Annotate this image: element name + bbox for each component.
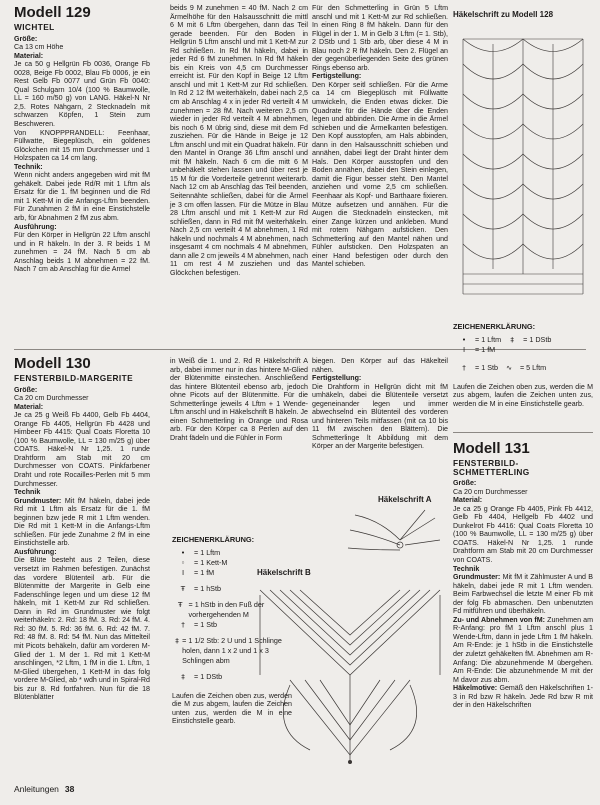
treble-symbol-icon: † xyxy=(181,619,185,629)
model-131-title: Modell 131 xyxy=(453,440,530,457)
label-zuab: Zu- und Abnehmen von fM: xyxy=(453,615,546,624)
legend-128-row: † = 1 Stb ∿ = 5 Lftm xyxy=(453,363,593,373)
haekelschrift-diagrams xyxy=(250,500,450,775)
model-130-subtitle: FENSTERBILD-MARGERITE xyxy=(14,373,134,383)
label-material-130: Material: xyxy=(14,402,44,411)
label-ausfuehrung: Ausführung: xyxy=(14,222,57,231)
label-groesse-130: Größe: xyxy=(14,385,38,394)
label-material: Material: xyxy=(14,51,44,60)
mid-legend-title: ZEICHENERKLÄRUNG: xyxy=(172,535,255,544)
label-technik-131: Technik xyxy=(453,564,480,573)
label-groesse: Größe: xyxy=(14,34,38,43)
page-number: 38 xyxy=(64,784,75,794)
double-treble-symbol-icon: ‡ xyxy=(181,671,185,681)
legend-128-note: Laufen die Zeichen oben zus, werden die M zus abgem, laufen die Zeichen unten zus, werden die M in eine Einstichstelle gearb. xyxy=(453,382,593,408)
chart-128-title: Häkelschrift zu Modell 128 xyxy=(453,10,554,19)
five-chain-symbol-icon: ∿ xyxy=(505,362,512,372)
column-1-bottom xyxy=(14,355,150,702)
column-1 xyxy=(14,4,150,274)
text-col2-top: beids 9 M zunehmen = 40 fM. Nach 2 cm Ärmelhöhe für den Halsausschnitt die mittl 6 M mit 6 Lftm übergehen, dann das Teil gerade beenden. Für den Boden in Hellgrün 5 Lftm anschl und mit 1 Kett-M zur Rd schließen. In Rd fM häkeln, dabei in jeder Rd 6 fM zunehmen. In Rd fM häkeln bis ein Kreis von 4,5 cm Durchmesser erreicht ist. Für den Kopf in Beige 12 Lftm anschl und mit 1 Kett-M zur Rd schließen. In Rd 2 12 fM weiterhäkeln, dabei nach 2,5 cm ab Anschlag 4 x in jeder Rd verteilt 4 M zunehmen = 28 fM. Nach weiteren 2,5 cm wieder in jeder Rd verteilt 4 M abnehmen, bis noch 6 M übrig sind, diese mit dem Fd zusziehen. Für die Hände in Beige je 12 Lftm anschl und mit ein Quadrat häkeln. Für den Mantel in Orange 36 Lftm anschl und mit fM häkeln. Nach 6 cm die mitt 6 M unbehäkelt stehen lassen und über rest je 15 M für die Vorderteile getrennt weiterarb. Nach 12 cm ab Anschlag das Teil beenden, Seitennähte schließen, dabei für die Ärmel je 3 cm offen lassen. Für die Mütze in Blau 28 Lftm anschl und mit 1 Kett-M zur Rd schließen, dann in Rd mit fM weiterhäkeln. Nach 2,5 cm verteilt 4 M abnehmen, 1 Rd häkeln und nochmals 4 M abnehmen, nach insgesamt 4 cm nochmals 4 M abnehmen, dann alle 2 cm jeweils 4 M abnehmen, nach 11 cm rest 4 M zusziehen und das Glöckchen befestigen. xyxy=(170,4,309,277)
mid-legend-row: • = 1 Lftm xyxy=(172,548,292,558)
label-technik-130: Technik xyxy=(14,488,41,497)
legend-128-row: I = 1 fM xyxy=(453,345,593,355)
column-3 xyxy=(312,4,448,269)
one-half-treble-symbol-icon: ‡ xyxy=(175,635,179,645)
label-haekelmotive: Häkelmotive: xyxy=(453,684,498,693)
single-crochet-symbol-icon: I xyxy=(181,567,185,577)
text-material-130: Je ca 25 g Weiß Fb 4400, Gelb Fb 4404, Orange Fb 4405, Hellgrün Fb 4428 und Himbeer Fb 4415: Qual Coats Floretta 10 (100 % Baumwolle, LL = 130 m/25 g) über COATS. Häkel-N Nr 1,25. 1 runde Drahtform am Stab mit 20 cm Durchmesser von COATS. Pinkfarbener Draht und rote Rocailles-Perlen mit 5 mm Durchmesser. xyxy=(14,411,150,488)
text-groesse-131: Ca 20 cm Durchmesser xyxy=(453,487,528,496)
mid-legend-row: ◦ = 1 Kett-M xyxy=(172,558,292,568)
model-130-title: Modell 130 xyxy=(14,355,91,372)
page-footer xyxy=(14,784,74,794)
text-fertigstellung: Den Körper seitl schließen. Für die Arme ca 14 cm Biegeplüsch mit Füllwatte umwickeln, die Enden etwas dicker. Die Quadrate für die Hände über die Enden legen und abbinden. Die Arme in die Ärmel schieben und die Ärmelkanten befestigen. Den Kopf ausstopfen, am Hals abbinden, dann in den Halsausschnitt schieben und annähen, dabei liegt der Draht hinter dem Hals. Den Körper ausstopfen und den Boden annähen, dabei den Stein einlegen, damit die Figur besser steht. Den Mantel anziehen und vorne 2,5 cm schließen. Feenhaar als Kopf- und Barthaare fixieren. Mütze aufsetzen und annähen. Für die Augen die Stecknadeln einstecken, mit einer Zange kürzen und ankleben. Mund mit rotem Nähgarn aufsticken. Den Schmetterling auf den Mantel nähen und Fühler aufsticken. Den Holzspaten an einer Hand befestigen oder durch den Mantel schieben. xyxy=(312,80,448,269)
label-technik: Technik: xyxy=(14,162,43,171)
chain-symbol-icon: • xyxy=(461,334,467,344)
chart-a-title: Häkelschrift A xyxy=(378,495,432,504)
text-ausfuehrung: Für den Körper in Hellgrün 22 Lftm anschl und in R häkeln. In der 3. R beids 1 M zunehmen = 24 fM. Nach 5 cm ab Anschlag beids 1 M abnehmen = 22 fM. Nach 7 cm ab Anschlag für die Armel xyxy=(14,231,150,274)
mid-legend-row: † = 1 Stb xyxy=(172,620,292,630)
column-2 xyxy=(170,4,308,278)
column-4-divider xyxy=(453,432,593,433)
chart-b-title: Häkelschrift B xyxy=(257,568,311,577)
column-3-bottom xyxy=(312,357,448,451)
model-131-subtitle: FENSTERBILD-SCHMETTERLING xyxy=(453,458,530,477)
text-material: Je ca 50 g Hellgrün Fb 0036, Orange Fb 0028, Beige Fb 0002, Blau Fb 0006, je ein Rest Gelb Fb 0077 und Grün Fb 0040: Qual Schulgarn 10/4 (100 % Baumwolle, LL = 160 m/50 g) von LANG. Häkel-N Nr 2,5. Rotes Nähgarn, 2 Stecknadeln mit schwarzen Köpfen, 1 Stein zum Beschweren. xyxy=(14,60,150,129)
slip-stitch-symbol-icon: ◦ xyxy=(180,557,186,567)
text-fertigstellung-130: Die Drahtform in Hellgrün dicht mit fM umhäkeln, dabei die Blütenteile versetzt gegeneinander legen und immer abwechselnd ein Blütenteil des vorderen und hinteren Teils mitfassen (mit ca 10 bis 11 fM zwischen den Blättern). Die Schmetterlinge lt Abbildung mit dem Körper an der Margerite befestigen. xyxy=(312,382,448,451)
mid-legend-note: Laufen die Zeichen oben zus, werden die M zus abgem, laufen die Zeichen unten zus, werden die M in eine Einstichstelle gearb. xyxy=(172,691,292,726)
text-grundmuster-131: Mit fM it Zählmuster A und B häkeln, dabei jede R mit 1 Lftm wenden. Beim Farbwechsel die letzte M einer Fb mit der folg Fb abmaschen. Den unbenutzten Fd mitführen und überhäkeln. xyxy=(453,573,593,616)
mid-legend-row: Ŧ = 1 hStb in den Fuß der vorhergehenden M xyxy=(172,600,292,620)
mid-legend-row: Ŧ = 1 hStb xyxy=(172,584,292,594)
text-zuab: Zunehmen am R-Anfang: pro fM 1 Lftm anschl plus 1 Wende-Lftm, dann in jede Lftm 1 fM häkeln. Am R-Ende: je 1 hStb in die Einstichstelle der zuletzt gehäkelten fM. Abnehmen am R-Anfang: Die abzunehmende M übergehen. Am R-Ende: Die abzunehmende M mit der M davor zus abm. xyxy=(453,615,593,684)
mid-legend-row: I = 1 fM xyxy=(172,568,292,578)
text-ausfuehrung-130: Die Blüte besteht aus 2 Teilen, diese versetzt im Rahmen befestigen. Zunächst das vordere Blütenteil arb. Für die Blütenmitte der Margerite in Gelb eine Fadenschlinge legen und um diese 12 fM häkeln, mit 1 Kett-M zur Rd schließen. Dann in Rd im Grundmuster wie folgt weiterhäkeln: 2. Rd: 18 fM. 3. Rd: 24 fM. 4. Rd: 30 fM. 5. Rd: 36 fM. 6. Rd: 42 fM. 7. Rd: 48 fM. 8. Rd: 54 fM. Nun das Mittelteil mit Picots behäkeln, dafür am vorderen M-Glied der 1. M der 1. Rd mit 1 Kett-M anschlingen, *2 Lftm, 1 fM in die 1. Lftm, 1 M-Glied übergehen, 1 Kett-M in das folg vordere M-Glied, ab * wdh und in Spiral-Rd bis zur 8. Rd fortfahren. Nun für die 18 Blütenblätter xyxy=(14,556,150,702)
chart-b-diagram xyxy=(260,590,440,760)
text-grundmuster-130: Mit fM häkeln, dabei jede Rd mit 1 Lftm als Ersatz für die 1. fM beginnen bzw jede R mit 1 Lftm wenden. Die Rd mit 1 Kett-M in die Anfangs-Lftm schließen. Für jede Zunahme 2 fM in eine Einstichstelle arb. xyxy=(14,496,150,548)
stb-symbol-icon: † xyxy=(462,362,466,372)
chain-symbol-icon: • xyxy=(180,547,186,557)
label-fertigstellung-130: Fertigstellung: xyxy=(312,374,362,383)
model-129-title: Modell 129 xyxy=(14,4,91,21)
text-material-131: Je ca 25 g Orange Fb 4405, Pink Fb 4412, Gelb Fb 4404, Hellgelb Fb 4402 und Dunkelrot Fb 4416: Qual Coats Floretta 10 (100 % Baumwolle, LL = 130 m/25 g) über COATS. Häkel-N Nr 1,25. 1 runde Drahtform am Stab mit 20 cm Durchmesser von COATS. xyxy=(453,504,593,565)
text-material-2: Von KNOPPPRANDELL: Feenhaar, Füllwatte, Biegeplüsch, ein goldenes Glöckchen mit 15 mm Durchmesser und 1 Holzspaten ca 14 cm lang. xyxy=(14,128,150,163)
text-col2-bottom: in Weiß die 1. und 2. Rd R Häkelschrift A arb, dabei immer nur in das hintere M-Glied der Blütenmitte einstechen. Anschließend das hintere Blütenteil ebenso arb, jedoch ohne Picots auf der Blütenmitte. Für die Schmetterlinge jeweils 4 Lftm + 1 Wende-Lftm anschl und in Häkelschrift B häkeln. Je einen Schmetterling in Orange und Rosa arb. Für den Körper ca 8 Perlen auf den Draht fädeln und die Fühler in Form xyxy=(170,357,308,442)
label-groesse-131: Größe: xyxy=(453,479,477,488)
dstb-symbol-icon: ‡ xyxy=(510,334,514,344)
footer-label: Anleitungen xyxy=(14,784,59,794)
fm-symbol-icon: I xyxy=(462,344,466,354)
text-technik: Wenn nicht anders angegeben wird mit fM gehäkelt. Dabei jede Rd/R mit 1 Lftm als Ersatz für die 1. fM beginnen und die Rd mit 1 Kett-M in die Anfangs-Lftm beenden. Für Zunahmen 2 fM in eine Einstichstelle arb, für Abnahmen 2 fM zus abm. xyxy=(14,171,150,223)
text-groesse-130: Ca 20 cm Durchmesser xyxy=(14,394,89,403)
legend-128 xyxy=(453,323,593,408)
half-dc-foot-symbol-icon: Ŧ xyxy=(178,599,183,609)
model-129-subtitle: WICHTEL xyxy=(14,22,55,32)
label-grundmuster-131: Grundmuster: xyxy=(453,573,501,582)
chart-a-diagram xyxy=(348,510,440,550)
text-haekelmotive: Gemäß den Häkelschriften 1-3 in Rd bzw R häkeln. Jede Rd bzw R mit der in den Häkelschriften xyxy=(453,684,593,710)
label-fertigstellung: Fertigstellung: xyxy=(312,72,362,81)
chart-128-diagram xyxy=(453,24,593,316)
label-ausfuehrung-130: Ausführung: xyxy=(14,547,57,556)
legend-128-row: • = 1 Lftm ‡ = 1 DStb xyxy=(453,335,593,345)
column-2-bottom xyxy=(170,357,308,442)
legend-128-title: ZEICHENERKLÄRUNG: xyxy=(453,322,536,331)
text-col3-bottom: biegen. Den Körper auf das Häkelteil nähen. xyxy=(312,357,448,374)
label-material-131: Material: xyxy=(453,496,483,505)
label-grundmuster-130: Grundmuster: xyxy=(14,496,62,505)
text-col3-top: Für den Schmetterling in Grün 5 Lftm anschl und mit 1 Kett-M zur Rd schließen. In einen Ring 8 fM häkeln. Dann für den Flügel in der 1. M in Gelb 3 Lftm (= 1. Stb), 2 DStb und 1 Stb arb, über diese 4 M in Blau noch 2 R fM häkeln. Den 2. Flügel an der gegenüberliegenden Seite des grünen Rings ebenso arb. xyxy=(312,4,448,72)
mid-legend-row: ‡ = 1 1/2 Stb: 2 U und 1 Schlinge holen, dann 1 x 2 und 1 x 3 Schlingen abm xyxy=(172,636,292,666)
column-4-bottom xyxy=(453,440,593,710)
mid-legend-row: ‡ = 1 DStb xyxy=(172,672,292,682)
text-groesse: Ca 13 cm Höhe xyxy=(14,43,64,52)
half-dc-symbol-icon: Ŧ xyxy=(180,583,186,593)
